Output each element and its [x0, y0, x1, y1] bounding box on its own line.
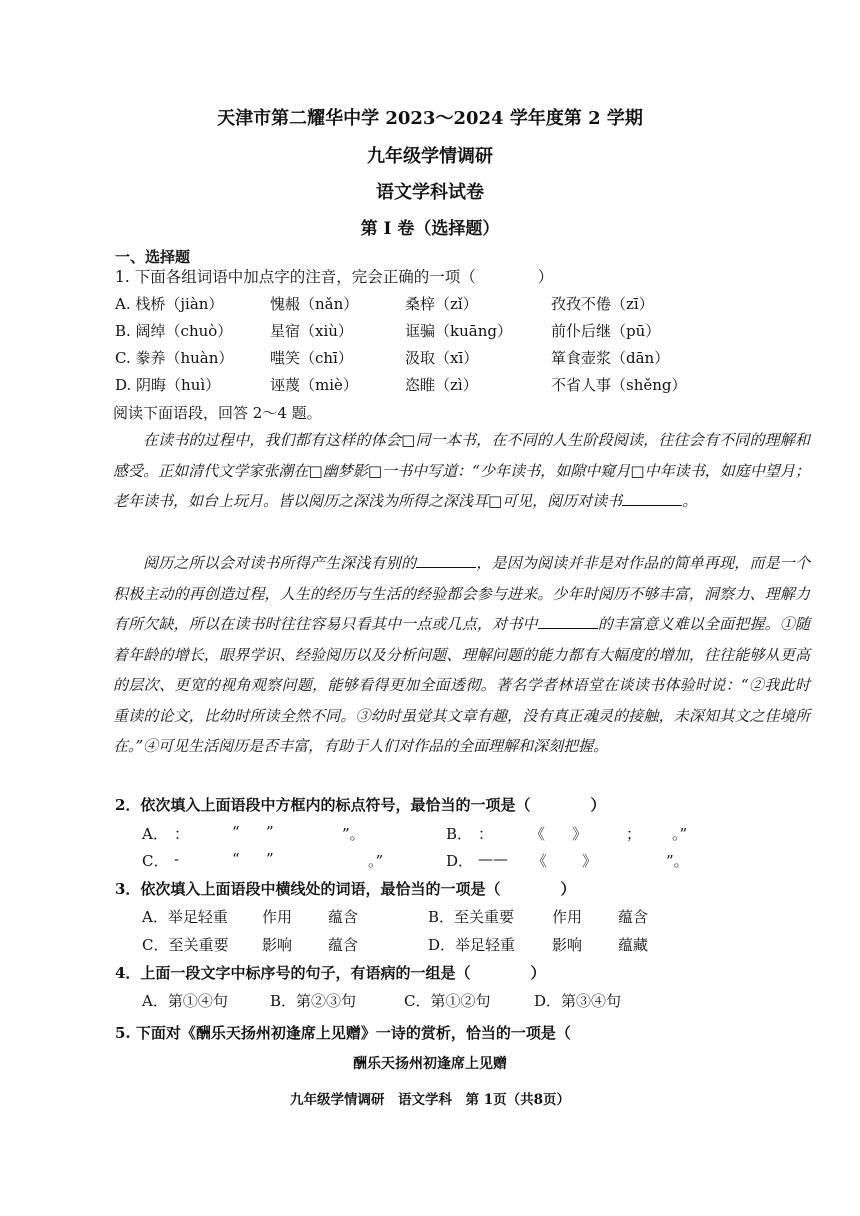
passage-paragraph-2 — [113, 548, 810, 762]
q1-d-2: 诬蔑（miè） — [270, 376, 358, 394]
q2-stem: 2．依次填入上面语段中方框内的标点符号，最恰当的一项是（ ） — [115, 796, 606, 814]
page-footer: 九年级学情调研 语文学科 第 1页（共8页） — [290, 1092, 570, 1108]
section-heading: 一、选择题 — [115, 248, 191, 266]
q1-a-1: A. 栈桥（jiàn） — [115, 295, 224, 313]
school-title: 天津市第二耀华中学 2023～2024 学年度第 2 学期 — [217, 108, 643, 129]
q2-a-label: A． — [142, 825, 168, 843]
q4-option-a: A．第①④句 — [142, 992, 228, 1010]
q1-a-4: 孜孜不倦（zī） — [551, 295, 654, 313]
q3-d-1: D．举足轻重 — [428, 936, 516, 954]
q2-a-mark-4: ”。 — [342, 825, 365, 843]
q3-c-2: 影响 — [262, 936, 293, 954]
q1-stem: 1. 下面各组词语中加点字的注音，完会正确的一项（ ） — [115, 268, 554, 286]
passage-paragraph-1 — [113, 425, 810, 517]
q2-c-mark-2: “ — [232, 850, 240, 868]
q1-d-1: D. 阴晦（huì） — [115, 376, 221, 394]
q1-d-3: 恣睢（zì） — [405, 376, 478, 394]
q3-d-3: 蕴藏 — [618, 936, 649, 954]
q3-c-1: C．至关重要 — [142, 936, 229, 954]
q1-a-2: 愧赧（nǎn） — [270, 295, 359, 313]
q3-b-3: 蕴含 — [618, 908, 649, 926]
q2-d-label: D． — [446, 852, 474, 870]
q2-c-mark-1: - — [174, 850, 180, 868]
q2-b-label: B． — [446, 825, 473, 843]
q1-c-1: C. 豢养（huàn） — [115, 349, 234, 367]
reading-intro: 阅读下面语段，回答 2～4 题。 — [113, 404, 322, 422]
q3-a-1: A．举足轻重 — [142, 908, 228, 926]
q3-b-2: 作用 — [552, 908, 583, 926]
q4-option-b: B．第②③句 — [270, 992, 357, 1010]
q1-b-2: 星宿（xiù） — [270, 322, 353, 340]
q4-stem: 4．上面一段文字中标序号的句子，有语病的一组是（ ） — [115, 964, 546, 982]
q1-b-4: 前仆后继（pū） — [551, 322, 661, 340]
exam-title: 九年级学情调研 — [367, 146, 493, 167]
q2-d-mark-4: ”。 — [666, 852, 689, 870]
q1-c-3: 汲取（xī） — [405, 349, 479, 367]
answer-blank — [538, 614, 598, 629]
q2-a-mark-2: “ — [232, 823, 240, 841]
q1-b-1: B. 阔绰（chuò） — [115, 322, 233, 340]
q2-b-mark-2: 《 — [530, 825, 546, 843]
q3-d-2: 影响 — [552, 936, 583, 954]
poem-title: 酬乐天扬州初逢席上见赠 — [353, 1056, 507, 1072]
q2-d-mark-2: 《 — [532, 852, 548, 870]
passage-p2-c: 的丰富意义难以全面把握。①随着年龄的增长，眼界学识、经验阅历以及分析问题、理解问题的能力都有大幅度的增加，往往能够从更高的层次、更宽的视角观察问题，能够看得更加全面透彻。著名学者林语堂在谈读书体验时说：“②我此时重读的论文，比幼时所读全然不同。③幼时虽觉其文章有趣，没有真正魂灵的接触，未深知其文之佳境所在。”④可见生活阅历是否丰富，有助于人们对作品的全面理解和深刻把握。 — [113, 615, 810, 755]
q1-a-3: 桑梓（zǐ） — [405, 295, 478, 313]
q3-c-3: 蕴含 — [328, 936, 359, 954]
q3-a-2: 作用 — [262, 908, 293, 926]
q1-d-4: 不省人事（shěng） — [551, 376, 687, 394]
passage-p2-a: 阅历之所以会对读书所得产生深浅有别的 — [143, 554, 417, 572]
volume-title: 第 I 卷（选择题） — [360, 219, 500, 239]
passage-p1-text: 在读书的过程中，我们都有这样的体会□同一本书，在不同的人生阶段阅读，往往会有不同的理解和感受。正如清代文学家张潮在□幽梦影□一书中写道：“少年读书，如隙中窥月□中年读书，如庭中望月；老年读书，如台上玩月。皆以阅历之深浅为所得之深浅耳□可见，阅历对读书 — [113, 431, 810, 510]
q2-b-mark-3: 》 — [572, 825, 588, 843]
q2-b-mark-4: ； — [626, 825, 642, 843]
subject-title: 语文学科试卷 — [376, 182, 484, 203]
q4-option-c: C．第①②句 — [404, 992, 491, 1010]
q2-d-mark-3: 》 — [582, 852, 598, 870]
q2-b-mark-1: ： — [478, 825, 494, 843]
q2-a-mark-3: ” — [266, 823, 274, 841]
passage-p2-b: ，是因为阅读并非是对作品的简单再现，而是一个积极主动的再创造过程，人生的经历与生活的经验都会参与进来。少年时阅历不够丰富，洞察力、理解力有所欠缺，所以在读书时往往容易只看其中一点或几点，对书中 — [113, 554, 810, 633]
q4-option-d: D．第③④句 — [534, 992, 622, 1010]
q2-b-mark-5: 。” — [672, 825, 688, 843]
answer-blank — [622, 491, 682, 506]
q2-d-mark-1: —— — [478, 850, 508, 868]
q3-a-3: 蕴含 — [328, 908, 359, 926]
q5-stem: 5. 下面对《酬乐天扬州初逢席上见赠》一诗的赏析，恰当的一项是（ — [115, 1024, 571, 1042]
q1-b-3: 诓骗（kuāng） — [405, 322, 512, 340]
q2-a-mark-1: ： — [174, 825, 190, 843]
q2-c-mark-3: ” — [266, 850, 274, 868]
q2-c-label: C． — [142, 852, 169, 870]
q1-c-4: 箪食壶浆（dān） — [551, 349, 670, 367]
passage-p1-end: 。 — [682, 492, 698, 510]
answer-blank — [416, 553, 476, 568]
q3-b-1: B．至关重要 — [428, 908, 515, 926]
q1-c-2: 嗤笑（chī） — [270, 349, 353, 367]
q3-stem: 3．依次填入上面语段中横线处的词语，最恰当的一项是（ ） — [115, 880, 576, 898]
q2-c-mark-4: 。” — [368, 852, 384, 870]
